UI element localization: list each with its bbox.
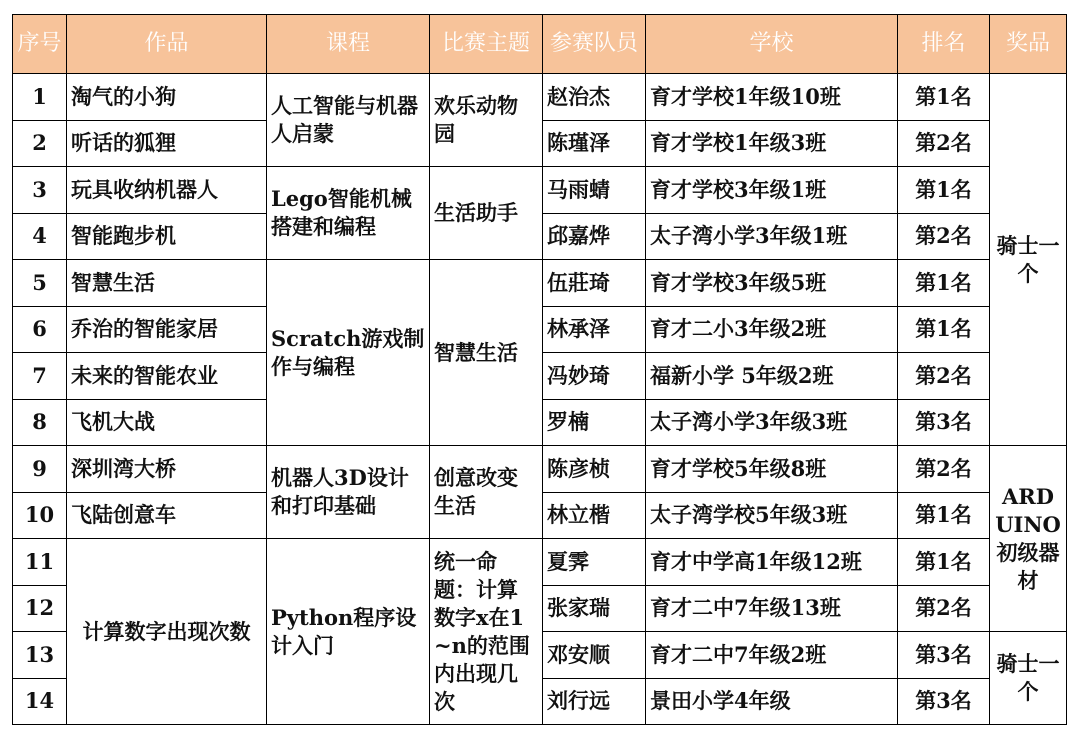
cell-prize: ARDUINO初级器材: [990, 446, 1067, 632]
award-table: [12, 14, 1067, 725]
cell-rank: 第3名: [898, 632, 990, 679]
cell-rank: 第3名: [898, 399, 990, 446]
col-header-theme: 比赛主题: [430, 15, 543, 74]
cell-school: 育才学校1年级3班: [646, 120, 898, 167]
cell-school: 景田小学4年级: [646, 678, 898, 725]
cell-work: 飞机大战: [67, 399, 267, 446]
cell-theme: 智慧生活: [430, 260, 543, 446]
cell-rank: 第2名: [898, 213, 990, 260]
table-row: [13, 539, 1067, 586]
cell-rank: 第1名: [898, 539, 990, 586]
cell-member: 张家瑞: [543, 585, 646, 632]
table-row: [13, 74, 1067, 121]
cell-no: 8: [13, 399, 67, 446]
cell-school: 育才中学高1年级12班: [646, 539, 898, 586]
cell-school: 育才二小3年级2班: [646, 306, 898, 353]
col-header-school: 学校: [646, 15, 898, 74]
cell-no: 11: [13, 539, 67, 586]
cell-no: 14: [13, 678, 67, 725]
cell-member: 罗楠: [543, 399, 646, 446]
cell-work: 计算数字出现次数: [67, 539, 267, 725]
table-row: [13, 446, 1067, 493]
cell-no: 7: [13, 353, 67, 400]
cell-member: 刘行远: [543, 678, 646, 725]
cell-rank: 第3名: [898, 678, 990, 725]
cell-school: 育才学校1年级10班: [646, 74, 898, 121]
cell-work: 乔治的智能家居: [67, 306, 267, 353]
cell-school: 育才学校3年级5班: [646, 260, 898, 307]
cell-work: 未来的智能农业: [67, 353, 267, 400]
table-row: [13, 167, 1067, 214]
cell-no: 12: [13, 585, 67, 632]
header-row: [13, 15, 1067, 74]
cell-rank: 第2名: [898, 446, 990, 493]
cell-no: 2: [13, 120, 67, 167]
cell-no: 3: [13, 167, 67, 214]
col-header-prize: 奖品: [990, 15, 1067, 74]
cell-course: Lego智能机械搭建和编程: [267, 167, 430, 260]
cell-school: 育才学校5年级8班: [646, 446, 898, 493]
cell-school: 太子湾小学3年级1班: [646, 213, 898, 260]
cell-course: Scratch游戏制作与编程: [267, 260, 430, 446]
cell-member: 陈瑾泽: [543, 120, 646, 167]
cell-work: 智慧生活: [67, 260, 267, 307]
cell-no: 4: [13, 213, 67, 260]
cell-no: 10: [13, 492, 67, 539]
cell-work: 听话的狐狸: [67, 120, 267, 167]
cell-member: 林立楷: [543, 492, 646, 539]
cell-work: 深圳湾大桥: [67, 446, 267, 493]
col-header-course: 课程: [267, 15, 430, 74]
col-header-work: 作品: [67, 15, 267, 74]
cell-theme: 统一命题：计算数字x在1~n的范围内出现几次: [430, 539, 543, 725]
cell-rank: 第1名: [898, 167, 990, 214]
cell-prize: 骑士一个: [990, 74, 1067, 446]
table-row: [13, 260, 1067, 307]
cell-member: 冯妙琦: [543, 353, 646, 400]
cell-rank: 第1名: [898, 306, 990, 353]
col-header-member: 参赛队员: [543, 15, 646, 74]
cell-work: 玩具收纳机器人: [67, 167, 267, 214]
cell-member: 赵治杰: [543, 74, 646, 121]
cell-work: 智能跑步机: [67, 213, 267, 260]
cell-no: 13: [13, 632, 67, 679]
cell-school: 育才二中7年级2班: [646, 632, 898, 679]
cell-no: 6: [13, 306, 67, 353]
cell-member: 马雨蜻: [543, 167, 646, 214]
cell-rank: 第2名: [898, 120, 990, 167]
cell-prize: 骑士一个: [990, 632, 1067, 725]
cell-rank: 第1名: [898, 74, 990, 121]
cell-course: Python程序设计入门: [267, 539, 430, 725]
cell-work: 飞陆创意车: [67, 492, 267, 539]
cell-member: 陈彦桢: [543, 446, 646, 493]
cell-school: 育才二中7年级13班: [646, 585, 898, 632]
cell-course: 人工智能与机器人启蒙: [267, 74, 430, 167]
cell-theme: 欢乐动物园: [430, 74, 543, 167]
col-header-no: 序号: [13, 15, 67, 74]
cell-theme: 创意改变生活: [430, 446, 543, 539]
cell-member: 林承泽: [543, 306, 646, 353]
cell-member: 伍莊琦: [543, 260, 646, 307]
cell-member: 邓安顺: [543, 632, 646, 679]
col-header-rank: 排名: [898, 15, 990, 74]
cell-theme: 生活助手: [430, 167, 543, 260]
cell-no: 5: [13, 260, 67, 307]
cell-no: 1: [13, 74, 67, 121]
cell-school: 福新小学 5年级2班: [646, 353, 898, 400]
cell-rank: 第1名: [898, 492, 990, 539]
cell-member: 夏霁: [543, 539, 646, 586]
cell-no: 9: [13, 446, 67, 493]
cell-course: 机器人3D设计和打印基础: [267, 446, 430, 539]
cell-rank: 第1名: [898, 260, 990, 307]
cell-member: 邱嘉烨: [543, 213, 646, 260]
cell-school: 育才学校3年级1班: [646, 167, 898, 214]
cell-rank: 第2名: [898, 353, 990, 400]
cell-school: 太子湾学校5年级3班: [646, 492, 898, 539]
cell-rank: 第2名: [898, 585, 990, 632]
cell-work: 淘气的小狗: [67, 74, 267, 121]
cell-school: 太子湾小学3年级3班: [646, 399, 898, 446]
